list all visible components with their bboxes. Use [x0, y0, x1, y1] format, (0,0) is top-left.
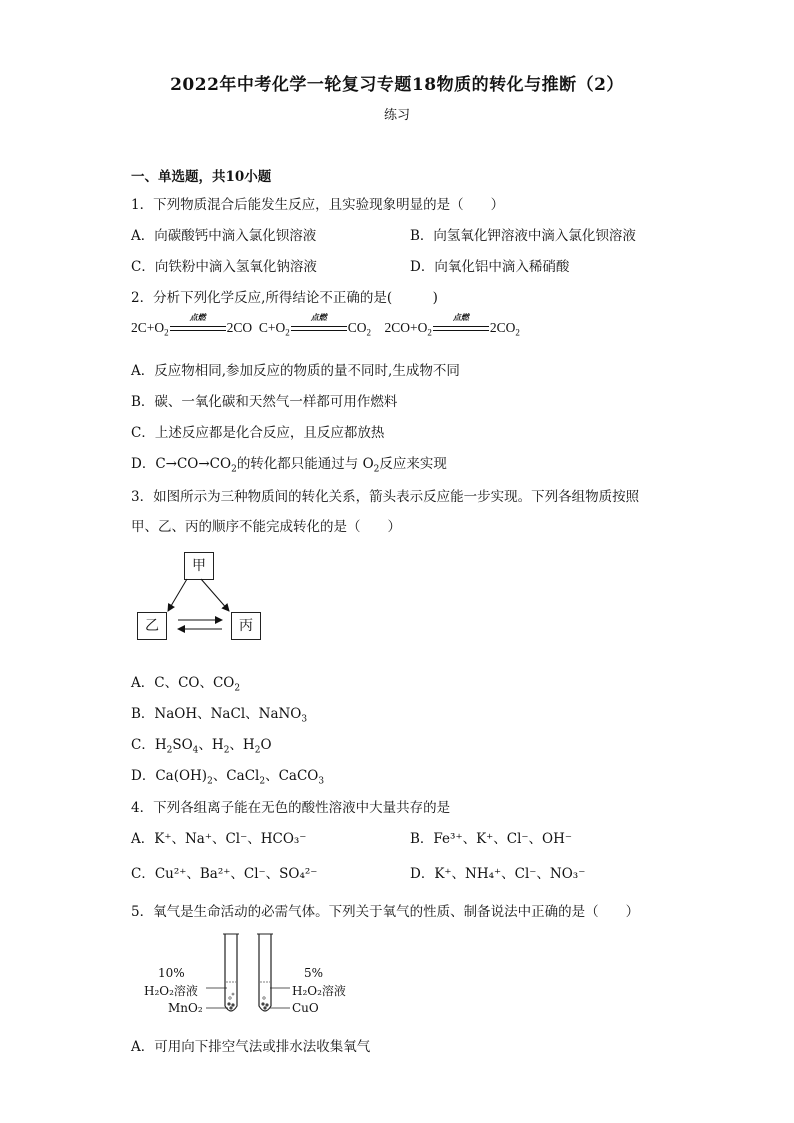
q2-option-b: B．碳、一氧化碳和天然气一样都可用作燃料 [131, 394, 398, 410]
section-heading: 一、单选题，共10小题 [131, 169, 272, 185]
diagram-node-bing: 丙 [231, 612, 261, 640]
q1-stem: 1．下列物质混合后能发生反应，且实验现象明显的是（ ） [131, 197, 505, 213]
right-test-tube [259, 934, 271, 1011]
left-tube-solution: H₂O₂溶液 [144, 984, 198, 998]
diagram-arrows [130, 545, 270, 645]
q3-option-b: B．NaOH、NaCl、NaNO$_3$ [131, 706, 308, 725]
q1-option-a: A．向碳酸钙中滴入氯化钡溶液 [131, 228, 317, 244]
page-subtitle: 练习 [383, 108, 410, 123]
right-tube-solution: H₂O₂溶液 [292, 984, 346, 998]
condition-arrow: 点燃 [291, 322, 347, 336]
q2-option-c: C．上述反应都是化合反应，且反应都放热 [131, 425, 385, 441]
right-tube-catalyst: CuO [292, 1001, 319, 1015]
q4-option-b: B．Fe³⁺、K⁺、Cl⁻、OH⁻ [410, 831, 573, 847]
q4-stem: 4．下列各组离子能在无色的酸性溶液中大量共存的是 [131, 800, 451, 816]
q4-option-a: A．K⁺、Na⁺、Cl⁻、HCO₃⁻ [131, 831, 307, 847]
condition-arrow: 点燃 [433, 322, 489, 336]
diagram-node-jia: 甲 [184, 552, 214, 580]
q5-stem: 5．氧气是生命活动的必需气体。下列关于氧气的性质、制备说法中正确的是（ ） [131, 904, 640, 920]
q5-option-a: A．可用向下排空气法或排水法收集氧气 [131, 1039, 371, 1055]
q2-stem: 2．分析下列化学反应,所得结论不正确的是( ) [131, 290, 438, 306]
q2-option-d: D．$C\to CO\to CO_2$的转化都只能通过与 $O_2$反应来实现 [131, 456, 447, 475]
q1-option-c: C．向铁粉中滴入氢氧化钠溶液 [131, 259, 317, 275]
left-tube-catalyst: MnO₂ [168, 1001, 203, 1015]
q2-option-a: A．反应物相同,参加反应的物质的量不同时,生成物不同 [131, 363, 460, 379]
q3-stem-line1: 3．如图所示为三种物质间的转化关系，箭头表示反应能一步实现。下列各组物质按照 [131, 489, 640, 505]
q2-equations: $2C+O_2$ 点燃 2CO $C+O_2$ 点燃 $CO_2$ $2CO+O_2$ 点燃 $2CO_2$ [131, 312, 520, 338]
q3-option-d: D．$Ca(OH)_2$、CaCl$_2$、CaCO$_3$ [131, 768, 325, 787]
left-tube-concentration: 10% [158, 966, 185, 980]
q4-option-d: D．K⁺、NH₄⁺、Cl⁻、NO₃⁻ [410, 866, 586, 882]
diagram-node-yi: 乙 [137, 612, 167, 640]
arrow-jia-to-bing [201, 579, 229, 611]
q4-option-c: C．Cu²⁺、Ba²⁺、Cl⁻、SO₄²⁻ [131, 866, 318, 882]
q1-option-d: D．向氧化铝中滴入稀硝酸 [410, 259, 570, 275]
arrow-jia-to-yi [168, 579, 187, 611]
q3-stem-line2: 甲、乙、丙的顺序不能完成转化的是（ ） [131, 519, 401, 535]
condition-arrow: 点燃 [170, 322, 226, 336]
right-tube-concentration: 5% [304, 966, 324, 980]
page-title: 2022年中考化学一轮复习专题18物质的转化与推断（2） [170, 75, 624, 95]
q3-option-c: C．$H_2SO_4$、$H_2$、$H_2O$ [131, 737, 272, 756]
q1-option-b: B．向氢氧化钾溶液中滴入氯化钡溶液 [410, 228, 636, 244]
q3-option-a: A．C、CO、$CO_2$ [131, 675, 241, 694]
left-test-tube [225, 934, 237, 1011]
